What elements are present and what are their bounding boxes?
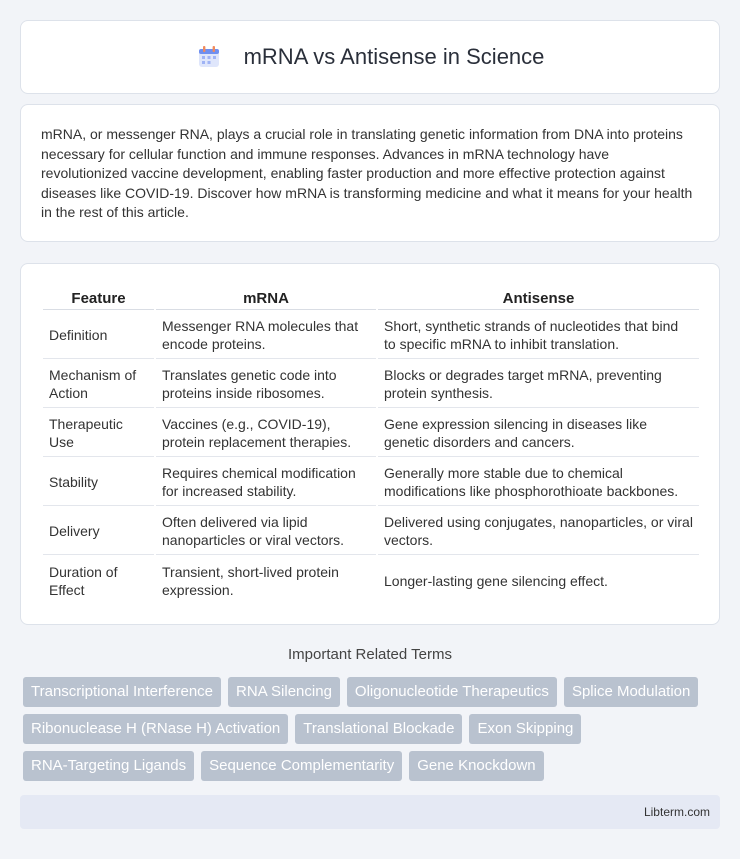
calendar-icon bbox=[196, 44, 222, 70]
feature-cell: Stability bbox=[43, 459, 154, 506]
mrna-cell: Vaccines (e.g., COVID-19), protein replacement therapies. bbox=[156, 410, 376, 457]
related-term-tag[interactable]: Transcriptional Interference bbox=[23, 677, 221, 707]
feature-cell: Mechanism of Action bbox=[43, 361, 154, 408]
header-antisense: Antisense bbox=[378, 288, 699, 310]
antisense-cell: Gene expression silencing in diseases like genetic disorders and cancers. bbox=[378, 410, 699, 457]
feature-cell: Duration of Effect bbox=[49, 563, 118, 598]
related-term-tag[interactable]: Exon Skipping bbox=[469, 714, 581, 744]
related-term-tag[interactable]: Ribonuclease H (RNase H) Activation bbox=[23, 714, 288, 744]
table-row bbox=[43, 410, 699, 457]
table-row bbox=[43, 361, 699, 408]
intro-card bbox=[20, 104, 720, 242]
antisense-cell: Generally more stable due to chemical modifications like phosphorothioate backbones. bbox=[378, 459, 699, 506]
comparison-table bbox=[41, 286, 701, 606]
header-mrna: mRNA bbox=[156, 288, 376, 310]
related-term-tag[interactable]: Splice Modulation bbox=[564, 677, 698, 707]
footer bbox=[20, 795, 720, 829]
mrna-cell: Often delivered via lipid nanoparticles or viral vectors. bbox=[156, 508, 376, 555]
related-terms-list bbox=[23, 677, 723, 781]
antisense-cell: Longer-lasting gene silencing effect. bbox=[384, 572, 608, 589]
mrna-cell: Messenger RNA molecules that encode proteins. bbox=[156, 312, 376, 359]
related-term-tag[interactable]: RNA-Targeting Ligands bbox=[23, 751, 194, 781]
related-term-tag[interactable]: Gene Knockdown bbox=[409, 751, 543, 781]
feature-cell: Delivery bbox=[43, 508, 154, 555]
mrna-cell: Transient, short-lived protein expression. bbox=[162, 563, 339, 598]
table-row bbox=[43, 459, 699, 506]
related-term-tag[interactable]: Translational Blockade bbox=[295, 714, 462, 744]
footer-site-link[interactable]: Libterm.com bbox=[643, 805, 710, 819]
feature-cell: Therapeutic Use bbox=[43, 410, 154, 457]
table-row bbox=[43, 312, 699, 359]
antisense-cell: Short, synthetic strands of nucleotides that bind to specific mRNA to inhibit translation. bbox=[378, 312, 699, 359]
related-term-tag[interactable]: RNA Silencing bbox=[228, 677, 340, 707]
table-row bbox=[43, 557, 699, 604]
comparison-card bbox=[20, 263, 720, 625]
table-header-row bbox=[43, 288, 699, 310]
header-feature: Feature bbox=[43, 288, 154, 310]
title-card bbox=[20, 20, 720, 94]
table-row bbox=[43, 508, 699, 555]
antisense-cell: Blocks or degrades target mRNA, preventing protein synthesis. bbox=[378, 361, 699, 408]
page-title: mRNA vs Antisense in Science bbox=[243, 44, 545, 69]
feature-cell: Definition bbox=[43, 312, 154, 359]
related-term-tag[interactable]: Oligonucleotide Therapeutics bbox=[347, 677, 557, 707]
intro-text: mRNA, or messenger RNA, plays a crucial role in translating genetic information from DNA into proteins necessary for cellular function and immune responses. Advances in mRNA technology have revolutionized vaccine development, enabling faster production and more effective protection against diseases like COVID-19. Discover how mRNA is transforming medicine and what it means for your health in the rest of this article. bbox=[41, 126, 693, 221]
related-term-tag[interactable]: Sequence Complementarity bbox=[201, 751, 402, 781]
mrna-cell: Requires chemical modification for increased stability. bbox=[156, 459, 376, 506]
antisense-cell: Delivered using conjugates, nanoparticles, or viral vectors. bbox=[378, 508, 699, 555]
mrna-cell: Translates genetic code into proteins inside ribosomes. bbox=[156, 361, 376, 408]
related-terms-title: Important Related Terms bbox=[288, 646, 452, 663]
